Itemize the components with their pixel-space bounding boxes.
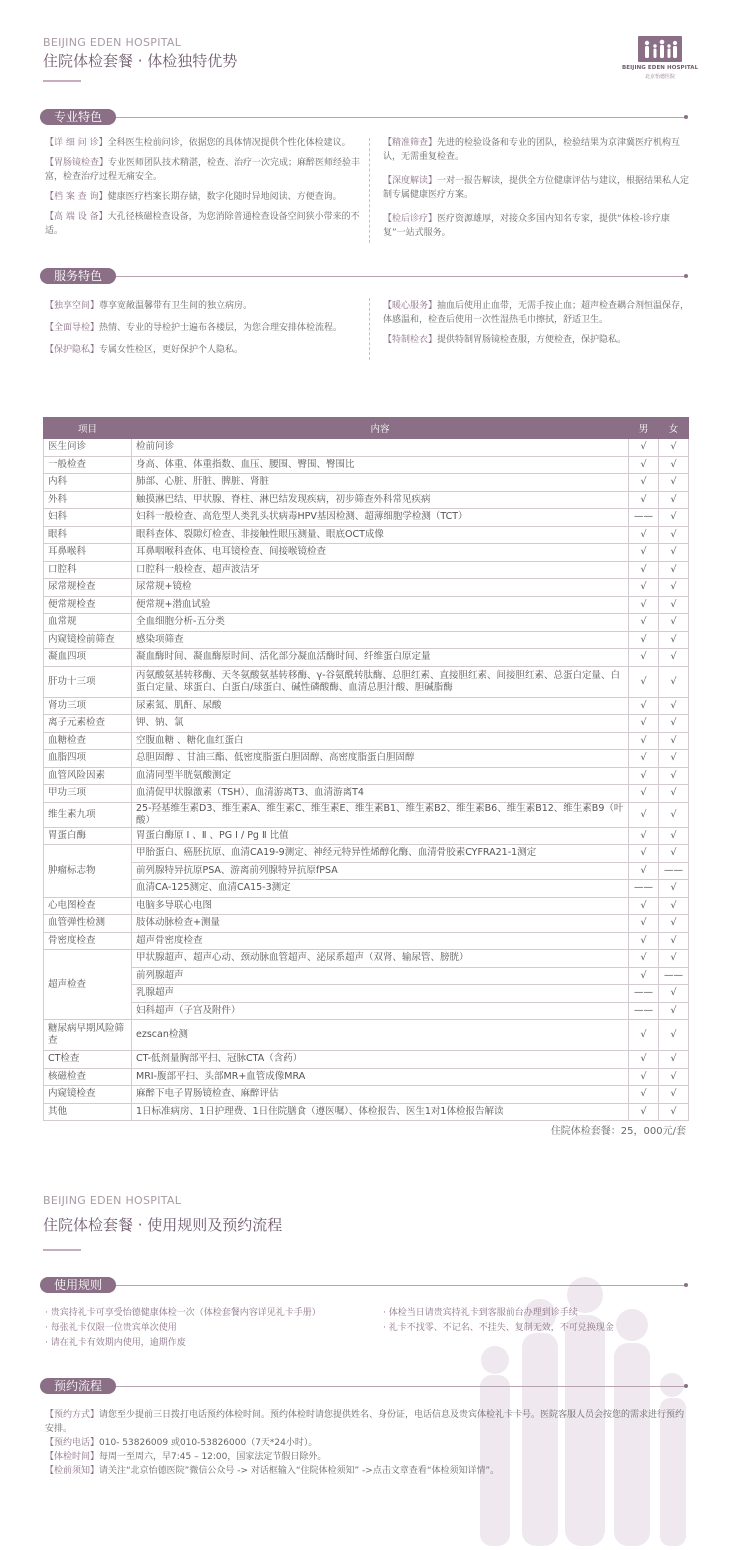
cell-item: CT检查 [44,1051,132,1069]
header-item: 项目 [44,418,132,439]
cell-item: 离子元素检查 [44,715,132,733]
table-row [44,785,689,803]
cell-content: 空腹血糖 、糖化血红蛋白 [132,732,629,750]
feature-tag: 【全面导检】 [45,323,100,333]
feature-item [45,343,363,357]
cell-content: 口腔科一般检查、超声波洁牙 [132,561,629,579]
feature-text: 先进的检验设备和专业的团队，检验结果为京津冀医疗机构互认，无需重复检查。 [383,138,681,162]
cell-item: 便常规检查 [44,596,132,614]
cell-female: √ [659,614,689,632]
cell-content: 胃蛋白酶原 Ⅰ 、Ⅱ 、PG Ⅰ / Pg Ⅱ 比值 [132,827,629,845]
rules-right [383,1306,688,1336]
cell-male: √ [629,1020,659,1051]
cell-content: 便常规+潜血试验 [132,596,629,614]
table-row [44,561,689,579]
cell-item: 糖尿病早期风险筛查 [44,1020,132,1051]
cell-male: √ [629,561,659,579]
header-male: 男 [629,418,659,439]
cell-female: √ [659,474,689,492]
cell-female: √ [659,932,689,950]
table-row [44,967,689,985]
cell-female: √ [659,785,689,803]
feature-item [383,136,691,164]
table-row [44,845,689,863]
feature-item [45,156,363,184]
cell-content: 肺部、心脏、肝脏、脾脏、肾脏 [132,474,629,492]
cell-content: ezscan检测 [132,1020,629,1051]
cell-female: √ [659,915,689,933]
cell-male: √ [629,1103,659,1121]
rule-item: · 每张礼卡仅限一位贵宾单次使用 [45,1323,177,1333]
feature-text: 健康医疗档案长期存储，数字化随时异地阅读、方便查询。 [107,192,342,202]
cell-item: 一般检查 [44,456,132,474]
service-right [383,299,691,347]
cell-female: √ [659,456,689,474]
professional-left [45,136,363,238]
booking-item [45,1450,691,1464]
cell-male: √ [629,715,659,733]
cell-female: √ [659,1051,689,1069]
section-line-dot [684,274,688,278]
cell-male: —— [629,880,659,898]
feature-tag: 【特制检衣】 [383,335,438,345]
cell-female: √ [659,880,689,898]
cell-male: √ [629,767,659,785]
feature-tag: 【暖心服务】 [383,301,438,311]
cell-female: —— [659,967,689,985]
table-row [44,544,689,562]
table-row [44,827,689,845]
cell-male: √ [629,1068,659,1086]
booking-tag: 【体检时间】 [45,1452,100,1462]
section-line [110,1386,685,1387]
table-row [44,491,689,509]
cell-content: 前列腺超声 [132,967,629,985]
cell-content: 尿素氮、肌酐、尿酸 [132,697,629,715]
cell-item: 甲功三项 [44,785,132,803]
family-logo-icon [638,36,682,62]
feature-item [383,333,691,347]
cell-female: √ [659,897,689,915]
cell-female: —— [659,862,689,880]
table-row [44,596,689,614]
cell-female: √ [659,544,689,562]
cell-item: 超声检查 [44,950,132,1020]
table-row [44,526,689,544]
cell-female: √ [659,491,689,509]
feature-tag: 【胃肠镜检查】 [45,158,109,168]
feature-tag: 【保护隐私】 [45,345,100,355]
section-line-dot [684,115,688,119]
cell-item: 耳鼻喉科 [44,544,132,562]
booking-tag: 【预约方式】 [45,1410,100,1420]
table-row [44,932,689,950]
cell-item: 尿常规检查 [44,579,132,597]
cell-male: √ [629,1051,659,1069]
feature-item [45,136,363,150]
cell-item: 血脂四项 [44,750,132,768]
table-row [44,767,689,785]
cell-item: 血糖检查 [44,732,132,750]
cell-content: 总胆固醇 、甘油三酯、低密度脂蛋白胆固醇、高密度脂蛋白胆固醇 [132,750,629,768]
cell-male: √ [629,827,659,845]
table-row [44,649,689,667]
cell-male: √ [629,750,659,768]
cell-female: √ [659,649,689,667]
table-row [44,950,689,968]
cell-female: √ [659,845,689,863]
cell-content: 乳腺超声 [132,985,629,1003]
booking-tag: 【检前须知】 [45,1466,100,1476]
cell-male: √ [629,666,659,697]
cell-content: 甲胎蛋白、癌胚抗原、血清CA19-9测定、神经元特异性烯醇化酶、血清骨胶素CYFRA21-1测定 [132,845,629,863]
column-divider [369,138,370,243]
table-row [44,1103,689,1121]
booking-item [45,1436,691,1450]
cell-female: √ [659,715,689,733]
cell-male: √ [629,526,659,544]
table-row [44,474,689,492]
cell-male: √ [629,802,659,827]
cell-male: √ [629,845,659,863]
booking-item [45,1408,691,1436]
cell-male: √ [629,596,659,614]
package-price: 住院体检套餐：25，000元/套 [550,1126,686,1137]
cell-item: 内窥镜检前筛查 [44,631,132,649]
cell-female: √ [659,985,689,1003]
feature-item [45,321,363,335]
cell-content: 全血细胞分析-五分类 [132,614,629,632]
table-row [44,439,689,457]
feature-text: 抽血后使用止血带，无需手按止血；超声检查耦合剂恒温保存，体感温和，检查后使用一次性湿热毛巾擦拭，舒适卫生。 [383,301,690,325]
table-row [44,802,689,827]
cell-content: 尿常规+镜检 [132,579,629,597]
cell-item: 凝血四项 [44,649,132,667]
cell-content: 凝血酶时间、凝血酶原时间、活化部分凝血活酶时间、纤维蛋白原定量 [132,649,629,667]
cell-content: 感染项筛查 [132,631,629,649]
hospital-name-en: BEIJING EDEN HOSPITAL [43,1194,182,1207]
cell-male: —— [629,509,659,527]
table-body [44,439,689,1121]
cell-content: 触摸淋巴结、甲状腺、脊柱、淋巴结发现疾病，初步筛查外科常见疾病 [132,491,629,509]
cell-content: 血清同型半胱氨酸测定 [132,767,629,785]
cell-item: 口腔科 [44,561,132,579]
section-line [110,1285,685,1286]
cell-male: —— [629,1002,659,1020]
header-content: 内容 [132,418,629,439]
cell-female: √ [659,1068,689,1086]
feature-text: 提供特制胃肠镜检查服，方便检查，保护隐私。 [437,335,627,345]
cell-male: √ [629,697,659,715]
feature-item [383,212,691,240]
cell-female: √ [659,666,689,697]
booking-item [45,1464,691,1478]
table-row [44,456,689,474]
section-title-professional: 专业特色 [40,109,116,125]
section-line [110,117,685,118]
feature-tag: 【详 细 问 诊】 [45,138,108,148]
cell-male: √ [629,631,659,649]
professional-right [383,136,691,240]
cell-item: 医生问诊 [44,439,132,457]
package-table [43,417,689,1121]
feature-text: 专属女性检区，更好保护个人隐私。 [99,345,244,355]
cell-content: 麻醉下电子胃肠镜检查、麻醉评估 [132,1086,629,1104]
service-left [45,299,363,357]
feature-text: 医疗资源雄厚，对接众多国内知名专家，提供“体检-诊疗康复”一站式服务。 [383,214,670,238]
cell-item: 内科 [44,474,132,492]
feature-text: 全科医生检前问诊，依据您的具体情况提供个性化体检建议。 [107,138,351,148]
cell-female: √ [659,732,689,750]
cell-item: 肾功三项 [44,697,132,715]
cell-item: 妇科 [44,509,132,527]
cell-item: 血管风险因素 [44,767,132,785]
cell-item: 维生素九项 [44,802,132,827]
feature-text: 热情、专业的导检护士遍布各楼层，为您合理安排体检流程。 [99,323,343,333]
cell-male: √ [629,474,659,492]
cell-content: 身高、体重、体重指数、血压、腰围、臀围、臀围比 [132,456,629,474]
cell-content: 眼科查体、裂隙灯检查、非接触性眼压测量、眼底OCT成像 [132,526,629,544]
feature-tag: 【检后诊疗】 [383,214,438,224]
rule-item: · 礼卡不找零、不记名、不挂失、复制无效，不可兑换现金 [383,1323,614,1333]
cell-male: √ [629,950,659,968]
cell-item: 骨密度检查 [44,932,132,950]
title-underline [43,1249,81,1251]
cell-item: 内窥镜检查 [44,1086,132,1104]
cell-content: 钾、钠、氯 [132,715,629,733]
cell-male: √ [629,967,659,985]
cell-female: √ [659,950,689,968]
table-row [44,985,689,1003]
cell-content: 超声骨密度检查 [132,932,629,950]
feature-text: 一对一报告解读，提供全方位健康评估与建议，根据结果私人定制专属健康医疗方案。 [383,176,690,200]
cell-content: MRI-腹部平扫、头部MR+血管成像MRA [132,1068,629,1086]
booking-tag: 【预约电话】 [45,1438,100,1448]
table-row [44,697,689,715]
cell-content: 肢体动脉检查+测量 [132,915,629,933]
table-row [44,579,689,597]
feature-item [45,190,363,204]
cell-female: √ [659,526,689,544]
cell-female: √ [659,509,689,527]
cell-male: √ [629,649,659,667]
cell-content: 丙氨酸氨基转移酶、天冬氨酸氨基转移酶、γ-谷氨酰转肽酶、总胆红素、直接胆红素、间接胆红素、总蛋白定量、白蛋白定量、球蛋白、白蛋白/球蛋白、碱性磷酸酶、血清总胆汁酸、胆碱脂酶 [132,666,629,697]
cell-female: √ [659,767,689,785]
cell-female: √ [659,1002,689,1020]
hospital-logo [638,36,682,62]
section-title-booking: 预约流程 [40,1378,116,1394]
cell-item: 心电图检查 [44,897,132,915]
table-row [44,666,689,697]
cell-female: √ [659,596,689,614]
cell-male: √ [629,456,659,474]
cell-content: 血清CA-125测定、血清CA15-3测定 [132,880,629,898]
booking-text: 每周一至周六，早7:45 – 12:00，国家法定节假日除外。 [99,1452,327,1462]
cell-female: √ [659,697,689,715]
cell-item: 眼科 [44,526,132,544]
feature-tag: 【独享空间】 [45,301,100,311]
rules-left [45,1306,375,1351]
cell-female: √ [659,631,689,649]
cell-male: √ [629,614,659,632]
rule-item: · 贵宾持礼卡可享受怡德健康体检一次（体检套餐内容详见礼卡手册） [45,1308,321,1318]
cell-item: 血常规 [44,614,132,632]
cell-male: √ [629,785,659,803]
table-row [44,1086,689,1104]
cell-female: √ [659,439,689,457]
table-row [44,715,689,733]
table-row [44,1068,689,1086]
column-divider [369,298,370,360]
cell-content: CT-低剂量胸部平扫、冠脉CTA（含药） [132,1051,629,1069]
table-row [44,915,689,933]
table-row [44,880,689,898]
feature-tag: 【档 案 查 询】 [45,192,108,202]
cell-female: √ [659,827,689,845]
table-header-row [44,418,689,439]
section-line-dot [684,1283,688,1287]
booking-text: 010- 53826009 或010-53826000（7天*24小时）。 [99,1438,318,1448]
cell-content: 25-羟基维生素D3、维生素A、维生素C、维生素E、维生素B1、维生素B2、维生素B6、维生素B12、维生素B9（叶酸） [132,802,629,827]
table-row [44,897,689,915]
feature-item [45,299,363,313]
hospital-name-en: BEIJING EDEN HOSPITAL [43,36,182,49]
table-row [44,509,689,527]
cell-content: 妇科超声（子宫及附件） [132,1002,629,1020]
cell-male: √ [629,491,659,509]
feature-tag: 【深度解读】 [383,176,438,186]
section-title-rules: 使用规则 [40,1277,116,1293]
cell-item: 其他 [44,1103,132,1121]
cell-content: 血清促甲状腺激素（TSH）、血清游离T3、血清游离T4 [132,785,629,803]
cell-male: √ [629,915,659,933]
cell-female: √ [659,1086,689,1104]
feature-item [45,210,363,238]
cell-item: 肿瘤标志物 [44,845,132,898]
section-line-dot [684,1384,688,1388]
section-line [110,276,685,277]
table-row [44,750,689,768]
cell-male: —— [629,985,659,1003]
cell-female: √ [659,579,689,597]
cell-content: 甲状腺超声、超声心动、颈动脉血管超声、泌尿系超声（双肾、输尿管、膀胱） [132,950,629,968]
cell-female: √ [659,802,689,827]
booking-text: 请您至少提前三日拨打电话预约体检时间。预约体检时请您提供姓名、身份证，电话信息及贵宾体检礼卡卡号。医院客服人员会按您的需求进行预约安排。 [45,1410,685,1434]
page-title: 住院体检套餐 · 体检独特优势 [43,52,238,70]
logo-text-cn: 北京怡德医院 [645,74,676,80]
cell-content: 检前问诊 [132,439,629,457]
section-title-service: 服务特色 [40,268,116,284]
cell-male: √ [629,732,659,750]
cell-male: √ [629,544,659,562]
cell-male: √ [629,932,659,950]
cell-item: 核磁检查 [44,1068,132,1086]
cell-content: 1日标准病房、1日护理费、1日住院膳食（遵医嘱）、体检报告、医生1对1体检报告解读 [132,1103,629,1121]
cell-female: √ [659,561,689,579]
cell-item: 外科 [44,491,132,509]
feature-tag: 【精准筛查】 [383,138,438,148]
feature-item [383,299,691,327]
table-row [44,862,689,880]
table-row [44,1020,689,1051]
booking-text: 请关注“北京怡德医院”微信公众号 -> 对话框输入“住院体检须知” ->点击文章查看“体检须知详情”。 [99,1466,500,1476]
cell-item: 肝功十三项 [44,666,132,697]
logo-text-en: BEIJING EDEN HOSPITAL [622,65,699,71]
table-row [44,1051,689,1069]
table-row [44,732,689,750]
cell-content: 妇科一般检查、高危型人类乳头状病毒HPV基因检测、超薄细胞学检测（TCT） [132,509,629,527]
title-underline [43,80,81,82]
cell-male: √ [629,862,659,880]
cell-male: √ [629,439,659,457]
cell-item: 血管弹性检测 [44,915,132,933]
cell-male: √ [629,579,659,597]
page-title-rules: 住院体检套餐 · 使用规则及预约流程 [43,1216,283,1234]
table-row [44,1002,689,1020]
header-female: 女 [659,418,689,439]
cell-item: 胃蛋白酶 [44,827,132,845]
cell-content: 耳鼻咽喉科查体、电耳镜检查、间接喉镜检查 [132,544,629,562]
cell-male: √ [629,897,659,915]
feature-text: 尊享宽敞温馨带有卫生间的独立病房。 [99,301,253,311]
cell-content: 电脑多导联心电图 [132,897,629,915]
feature-tag: 【高 端 设 备】 [45,212,108,222]
rule-item: · 体检当日请贵宾持礼卡到客服前台办理到诊手续 [383,1308,578,1318]
feature-text: 大孔径核磁检查设备，为您消除普通检查设备空间狭小带来的不适。 [45,212,360,236]
feature-text: 专业医师团队技术精湛，检查、治疗一次完成；麻醉医师经验丰富，检查治疗过程无痛安全。 [45,158,361,182]
booking-list [45,1408,691,1478]
cell-content: 前列腺特异抗原PSA、游离前列腺特异抗原fPSA [132,862,629,880]
cell-female: √ [659,1103,689,1121]
table-row [44,631,689,649]
table-row [44,614,689,632]
feature-item [383,174,691,202]
cell-female: √ [659,1020,689,1051]
cell-female: √ [659,750,689,768]
cell-male: √ [629,1086,659,1104]
rule-item: · 请在礼卡有效期内使用，逾期作废 [45,1338,186,1348]
